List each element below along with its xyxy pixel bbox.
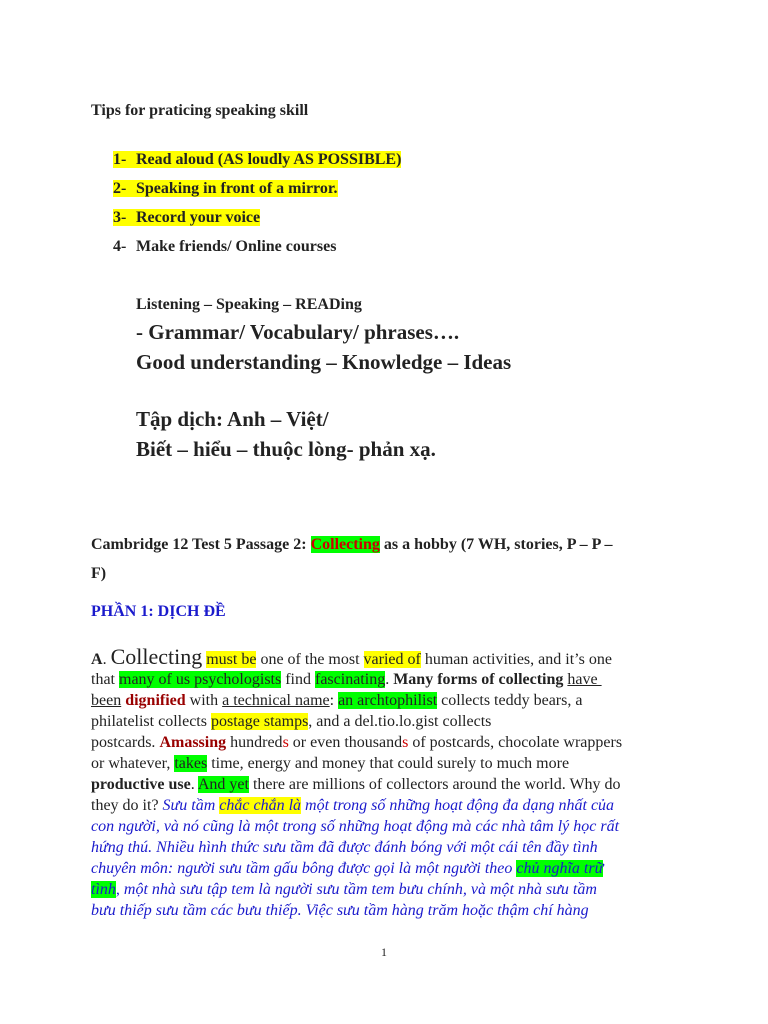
doc-title: Tips for praticing speaking skill [91,102,309,119]
learning-steps-line: Biết – hiểu – thuộc lòng- phản xạ. [136,437,436,461]
para-line-12: tình, một nhà sưu tập tem là người sưu tầm tem bưu chính, và một nhà sưu tầm [91,881,597,898]
para-line-2: that many of us psychologists find fascinating. Many forms of collecting have [91,671,602,688]
para-line-10: hứng thú. Nhiều hình thức sưu tầm đã được đánh bóng với một cái tên đầy tình [91,839,598,856]
para-line-3: been dignified with a technical name: an archtophilist collects teddy bears, a [91,692,583,709]
para-line-6: or whatever, takes time, energy and money that could surely to much more [91,755,570,772]
grammar-line: - Grammar/ Vocabulary/ phrases…. [136,320,460,344]
para-line-5: postcards. Amassing hundreds or even thousands of postcards, chocolate wrappers [91,734,623,751]
understanding-line: Good understanding – Knowledge – Ideas [136,350,512,374]
para-line-11: chuyên môn: người sưu tầm gấu bông được gọi là một người theo chủ nghĩa trữ [91,860,604,877]
para-line-13: bưu thiếp sưu tầm các bưu thiếp. Việc sưu tầm hàng trăm hoặc thậm chí hàng [91,902,589,919]
para-line-9: con người, và nó cũng là một trong số những hoạt động mà các nhà tâm lý học rất [91,818,620,835]
para-line-4: philatelist collects postage stamps, and a del.tio.lo.gist collects [91,713,492,730]
tip-item-2: 2- Speaking in front of a mirror. [113,180,338,197]
tip-item-4: 4- Make friends/ Online courses [113,238,337,255]
para-line-1: A. Collecting must be one of the most varied of human activities, and it’s one [91,644,612,669]
source-line: Cambridge 12 Test 5 Passage 2: Collecting as a hobby (7 WH, stories, P – P – [91,536,613,553]
skills-line: Listening – Speaking – READing [136,296,362,313]
translation-line: Tập dịch: Anh – Việt/ [136,407,329,431]
para-line-8: they do it? Sưu tầm chắc chắn là một trong số những hoạt động đa dạng nhất của [91,797,615,814]
source-line-2: F) [91,565,107,582]
page-number: 1 [381,945,387,959]
highlight-collecting: Collecting [310,536,380,553]
tip-item-1: 1- Read aloud (AS loudly AS POSSIBLE) [113,151,402,168]
tip-item-3: 3- Record your voice [113,209,261,226]
section-heading: PHẦN 1: DỊCH ĐỀ [91,603,226,620]
para-line-7: productive use. And yet there are millions of collectors around the world. Why do [91,776,621,793]
